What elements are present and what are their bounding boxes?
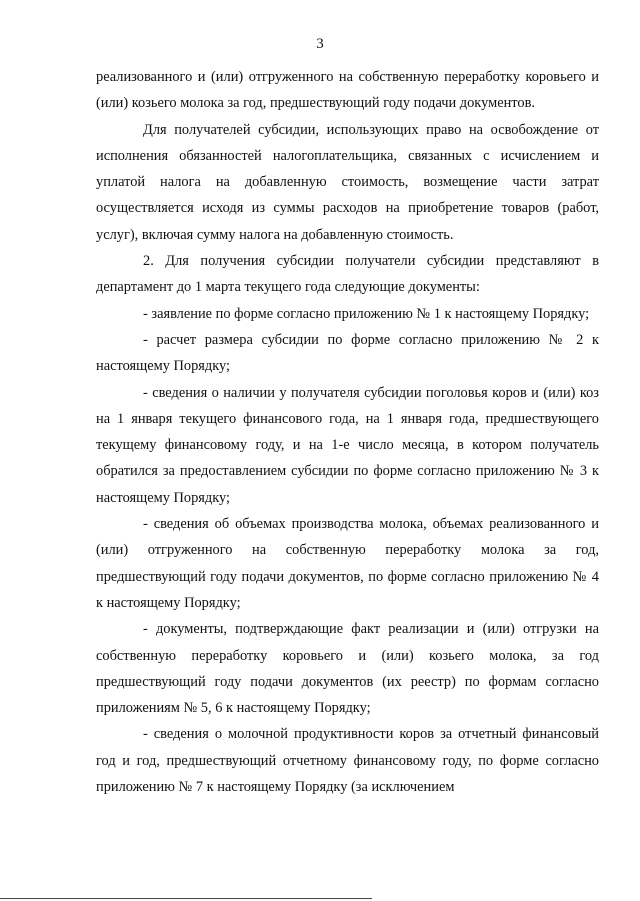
list-item-sales-documents: - документы, подтверждающие факт реализации и (или) отгрузки на собственную переработку коровьего и (или) козьего молока, за год предшествующий году подачи документов (их реестр) по формам согласно приложениям № 5, 6 к настоящему Порядку; (96, 621, 599, 717)
bottom-rule (0, 898, 372, 899)
list-item-subsidy-calculation: - расчет размера субсидии по форме согласно приложению № 2 к настоящему Порядку; (96, 331, 599, 375)
document-body (96, 64, 599, 800)
paragraph-continuation: реализованного и (или) отгруженного на собственную переработку коровьего и (или) козьего молока за год, предшествующий году подачи документов. (96, 69, 599, 112)
paragraph-vat-exemption: Для получателей субсидии, использующих право на освобождение от исполнения обязанностей налогоплательщика, связанных с исчислением и уплатой налога на добавленную стоимость, возмещение части затрат осуществляется исходя из суммы расходов на приобретение товаров (работ, услуг), включая сумму налога на добавленную стоимость. (96, 121, 599, 243)
list-item-milk-volumes: - сведения об объемах производства молока, объемах реализованного и (или) отгруженного на собственную переработку молока за год, предшествующий году подачи документов, по форме согласно приложению № 4 к настоящему Порядку; (96, 516, 599, 611)
page-number: 3 (316, 36, 324, 52)
list-item-livestock-info: - сведения о наличии у получателя субсидии поголовья коров и (или) коз на 1 января текущего финансового года, на 1 января года, предшествующего текущему финансовому году, и на 1-е число месяца, в котором получатель обратился за предоставлением субсидии по форме согласно приложению № 3 к настоящему Порядку; (96, 384, 599, 506)
list-item-milk-productivity: - сведения о молочной продуктивности коров за отчетный финансовый год и год, предшествующий отчетному финансовому году, по форме согласно приложению № 7 к настоящему Порядку (за исключением (96, 726, 599, 796)
list-item-application: - заявление по форме согласно приложению № 1 к настоящему Порядку; (143, 305, 590, 322)
paragraph-item-2: 2. Для получения субсидии получатели субсидии представляют в департамент до 1 марта текущего года следующие документы: (96, 253, 599, 296)
